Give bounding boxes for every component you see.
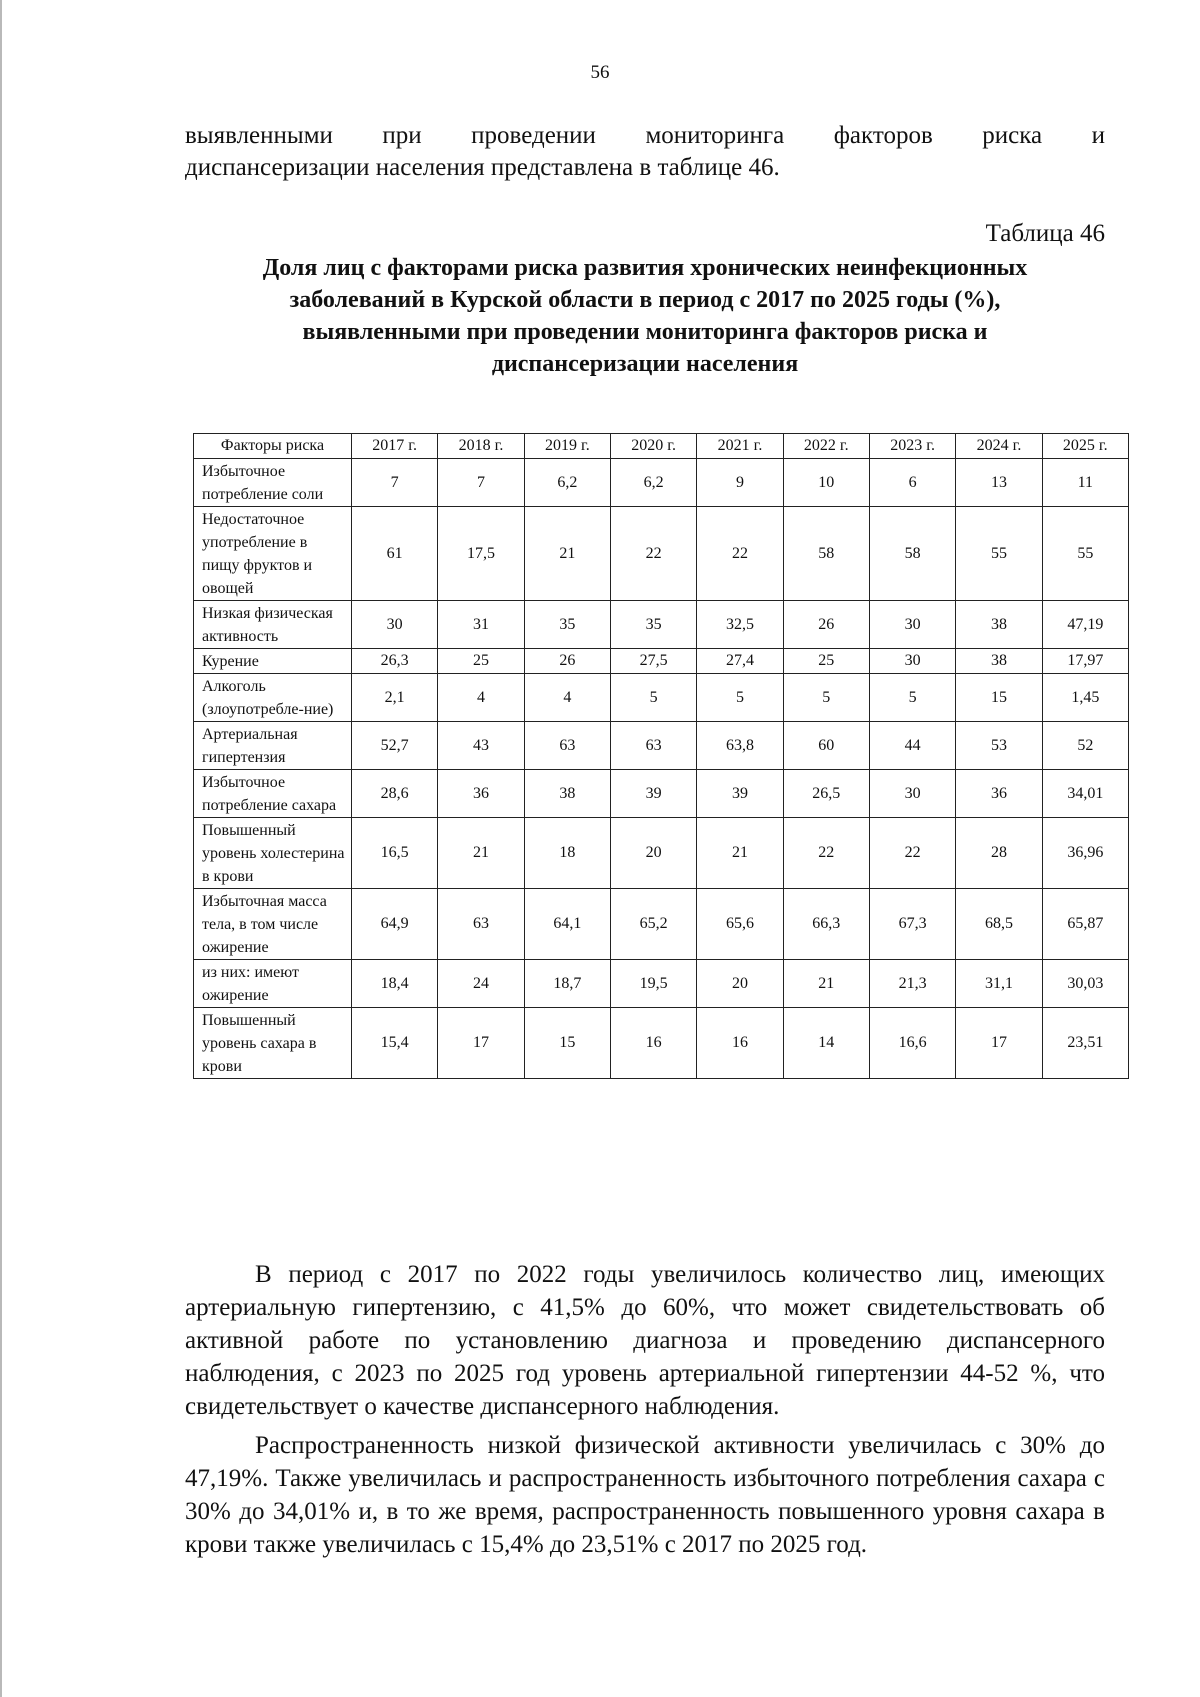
factor-cell: Повышенный уровень сахара в крови xyxy=(194,1008,352,1079)
paragraph: Распространенность низкой физической активности увеличилась с 30% до 47,19%. Также увеличилась и распространенность избыточного потребления сахара с 30% до 34,01% и, в то же время, распространенность повышенного уровня сахара в крови также увеличилась с 15,4% до 23,51% с 2017 по 2025 год. xyxy=(185,1432,1105,1558)
value-cell: 4 xyxy=(524,674,610,722)
value-cell: 7 xyxy=(438,459,524,507)
value-cell: 17,97 xyxy=(1042,649,1128,674)
value-cell: 31 xyxy=(438,601,524,649)
value-cell: 30 xyxy=(352,601,438,649)
value-cell: 63 xyxy=(524,722,610,770)
header-year: 2025 г. xyxy=(1042,434,1128,459)
table-row xyxy=(194,459,1129,507)
header-year: 2020 г. xyxy=(610,434,696,459)
value-cell: 22 xyxy=(697,507,783,601)
value-cell: 38 xyxy=(956,649,1042,674)
intro-line-1: выявленными при проведении мониторинга факторов риска и xyxy=(185,122,1105,149)
value-cell: 23,51 xyxy=(1042,1008,1128,1079)
value-cell: 26,5 xyxy=(783,770,869,818)
value-cell: 21 xyxy=(697,818,783,889)
value-cell: 55 xyxy=(956,507,1042,601)
value-cell: 14 xyxy=(783,1008,869,1079)
value-cell: 30,03 xyxy=(1042,960,1128,1008)
page-number: 56 xyxy=(590,62,610,83)
table-title-line: заболеваний в Курской области в период с 2017 по 2025 годы (%), xyxy=(289,287,1001,313)
value-cell: 5 xyxy=(610,674,696,722)
value-cell: 26 xyxy=(783,601,869,649)
factor-cell: Низкая физическая активность xyxy=(194,601,352,649)
value-cell: 26,3 xyxy=(352,649,438,674)
value-cell: 21 xyxy=(783,960,869,1008)
value-cell: 35 xyxy=(610,601,696,649)
value-cell: 68,5 xyxy=(956,889,1042,960)
table-header-row xyxy=(194,434,1129,459)
value-cell: 36,96 xyxy=(1042,818,1128,889)
value-cell: 53 xyxy=(956,722,1042,770)
value-cell: 32,5 xyxy=(697,601,783,649)
value-cell: 9 xyxy=(697,459,783,507)
factor-cell: Курение xyxy=(194,649,352,674)
intro-line-2: диспансеризации населения представлена в таблице 46. xyxy=(185,154,780,181)
value-cell: 43 xyxy=(438,722,524,770)
value-cell: 39 xyxy=(697,770,783,818)
table-title-line: выявленными при проведении мониторинга факторов риска и xyxy=(302,319,988,345)
value-cell: 17 xyxy=(956,1008,1042,1079)
value-cell: 55 xyxy=(1042,507,1128,601)
value-cell: 65,6 xyxy=(697,889,783,960)
value-cell: 18,4 xyxy=(352,960,438,1008)
value-cell: 28 xyxy=(956,818,1042,889)
table-row xyxy=(194,507,1129,601)
value-cell: 18 xyxy=(524,818,610,889)
value-cell: 47,19 xyxy=(1042,601,1128,649)
value-cell: 4 xyxy=(438,674,524,722)
value-cell: 22 xyxy=(869,818,955,889)
value-cell: 11 xyxy=(1042,459,1128,507)
value-cell: 63,8 xyxy=(697,722,783,770)
value-cell: 20 xyxy=(697,960,783,1008)
value-cell: 52 xyxy=(1042,722,1128,770)
value-cell: 10 xyxy=(783,459,869,507)
table-title-line: диспансеризации населения xyxy=(491,351,799,377)
body-text xyxy=(185,1258,1105,1567)
value-cell: 15 xyxy=(956,674,1042,722)
factor-cell: Избыточное потребление сахара xyxy=(194,770,352,818)
value-cell: 18,7 xyxy=(524,960,610,1008)
value-cell: 16,6 xyxy=(869,1008,955,1079)
value-cell: 21 xyxy=(524,507,610,601)
table-title-line: Доля лиц с факторами риска развития хронических неинфекционных xyxy=(262,255,1028,281)
value-cell: 35 xyxy=(524,601,610,649)
header-year: 2022 г. xyxy=(783,434,869,459)
value-cell: 52,7 xyxy=(352,722,438,770)
header-year: 2019 г. xyxy=(524,434,610,459)
value-cell: 25 xyxy=(438,649,524,674)
value-cell: 5 xyxy=(869,674,955,722)
table-row xyxy=(194,889,1129,960)
value-cell: 26 xyxy=(524,649,610,674)
factor-cell: Алкоголь (злоупотребле-ние) xyxy=(194,674,352,722)
table-row xyxy=(194,601,1129,649)
value-cell: 21,3 xyxy=(869,960,955,1008)
value-cell: 27,5 xyxy=(610,649,696,674)
header-year: 2024 г. xyxy=(956,434,1042,459)
value-cell: 24 xyxy=(438,960,524,1008)
value-cell: 44 xyxy=(869,722,955,770)
value-cell: 30 xyxy=(869,601,955,649)
value-cell: 65,87 xyxy=(1042,889,1128,960)
value-cell: 67,3 xyxy=(869,889,955,960)
factor-cell: Артериальная гипертензия xyxy=(194,722,352,770)
table-row xyxy=(194,722,1129,770)
value-cell: 5 xyxy=(697,674,783,722)
table-row xyxy=(194,1008,1129,1079)
value-cell: 64,9 xyxy=(352,889,438,960)
intro-text xyxy=(185,120,1105,184)
value-cell: 64,1 xyxy=(524,889,610,960)
value-cell: 16 xyxy=(610,1008,696,1079)
factor-cell: Избыточное потребление соли xyxy=(194,459,352,507)
value-cell: 34,01 xyxy=(1042,770,1128,818)
table-title xyxy=(185,252,1105,380)
table-row xyxy=(194,649,1129,674)
value-cell: 19,5 xyxy=(610,960,696,1008)
header-factor: Факторы риска xyxy=(194,434,352,459)
value-cell: 2,1 xyxy=(352,674,438,722)
table-row xyxy=(194,674,1129,722)
value-cell: 17,5 xyxy=(438,507,524,601)
value-cell: 63 xyxy=(610,722,696,770)
value-cell: 22 xyxy=(783,818,869,889)
paragraph: В период с 2017 по 2022 годы увеличилось количество лиц, имеющих артериальную гипертензию, с 41,5% до 60%, что может свидетельствовать об активной работе по установлению диагноза и проведению диспансерного наблюдения, с 2023 по 2025 год уровень артериальной гипертензии 44-52 %, что свидетельствует о качестве диспансерного наблюдения. xyxy=(185,1261,1105,1420)
value-cell: 16 xyxy=(697,1008,783,1079)
value-cell: 61 xyxy=(352,507,438,601)
value-cell: 15,4 xyxy=(352,1008,438,1079)
value-cell: 1,45 xyxy=(1042,674,1128,722)
value-cell: 16,5 xyxy=(352,818,438,889)
scan-edge xyxy=(0,0,2,1697)
factor-cell: Недостаточное употребление в пищу фруктов и овощей xyxy=(194,507,352,601)
value-cell: 17 xyxy=(438,1008,524,1079)
value-cell: 58 xyxy=(869,507,955,601)
table-body xyxy=(194,459,1129,1079)
value-cell: 6,2 xyxy=(524,459,610,507)
value-cell: 6 xyxy=(869,459,955,507)
value-cell: 63 xyxy=(438,889,524,960)
value-cell: 15 xyxy=(524,1008,610,1079)
value-cell: 13 xyxy=(956,459,1042,507)
value-cell: 25 xyxy=(783,649,869,674)
value-cell: 5 xyxy=(783,674,869,722)
value-cell: 22 xyxy=(610,507,696,601)
factor-cell: Избыточная масса тела, в том числе ожирение xyxy=(194,889,352,960)
table-row xyxy=(194,960,1129,1008)
value-cell: 36 xyxy=(956,770,1042,818)
value-cell: 39 xyxy=(610,770,696,818)
value-cell: 30 xyxy=(869,770,955,818)
value-cell: 65,2 xyxy=(610,889,696,960)
header-year: 2018 г. xyxy=(438,434,524,459)
factor-cell: Повышенный уровень холестерина в крови xyxy=(194,818,352,889)
header-year: 2021 г. xyxy=(697,434,783,459)
risk-factors-table xyxy=(193,433,1129,1079)
table-row xyxy=(194,818,1129,889)
table-caption: Таблица 46 xyxy=(985,220,1105,247)
value-cell: 66,3 xyxy=(783,889,869,960)
value-cell: 58 xyxy=(783,507,869,601)
value-cell: 20 xyxy=(610,818,696,889)
value-cell: 38 xyxy=(524,770,610,818)
factor-cell: из них: имеют ожирение xyxy=(194,960,352,1008)
header-year: 2017 г. xyxy=(352,434,438,459)
value-cell: 7 xyxy=(352,459,438,507)
value-cell: 28,6 xyxy=(352,770,438,818)
value-cell: 21 xyxy=(438,818,524,889)
value-cell: 31,1 xyxy=(956,960,1042,1008)
value-cell: 30 xyxy=(869,649,955,674)
value-cell: 38 xyxy=(956,601,1042,649)
value-cell: 60 xyxy=(783,722,869,770)
value-cell: 6,2 xyxy=(610,459,696,507)
header-year: 2023 г. xyxy=(869,434,955,459)
value-cell: 27,4 xyxy=(697,649,783,674)
value-cell: 36 xyxy=(438,770,524,818)
table-row xyxy=(194,770,1129,818)
